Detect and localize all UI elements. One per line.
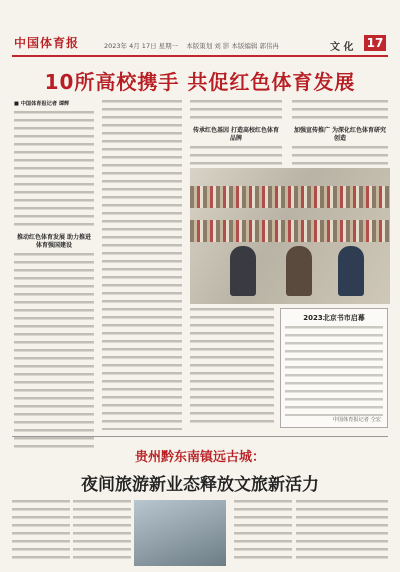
body-text-lines xyxy=(292,100,388,124)
article2-column-4 xyxy=(296,500,388,566)
article2-headline: 夜间旅游新业态释放文旅新活力 xyxy=(81,475,319,495)
article-column-5 xyxy=(190,308,274,432)
caption-title: 2023北京书市启幕 xyxy=(303,314,365,322)
article-column-1 xyxy=(14,100,94,453)
body-text-lines xyxy=(190,308,274,428)
body-text-lines xyxy=(190,146,282,170)
body-text-lines xyxy=(292,146,388,170)
body-text-lines xyxy=(73,500,131,562)
news-photo-night-town xyxy=(134,500,226,566)
article-column-4 xyxy=(292,100,388,170)
article2-column-2 xyxy=(73,500,131,566)
header-divider xyxy=(12,55,388,57)
masthead xyxy=(0,0,400,52)
main-headline: 10所高校携手 共促红色体育发展 xyxy=(44,70,356,94)
date-line xyxy=(104,41,279,50)
caption-text-lines xyxy=(285,326,383,416)
body-text-lines xyxy=(14,253,94,453)
body-text-lines xyxy=(14,111,94,231)
person-figure xyxy=(338,246,364,296)
body-text-lines xyxy=(296,500,388,562)
article2-kicker: 贵州黔东南镇远古城： xyxy=(134,450,265,465)
page-number-badge: 17 xyxy=(364,35,386,51)
subhead-3: 加强宣传推广 为深化红色体育研究创造 xyxy=(293,127,387,142)
article-byline: ■ 中国体育报记者 谭辉 xyxy=(14,101,70,107)
article2-column-3 xyxy=(234,500,292,566)
body-text-lines xyxy=(12,500,70,562)
newspaper-logo: 中国体育报 xyxy=(14,36,80,50)
body-text-lines xyxy=(102,100,182,430)
photo-caption-box xyxy=(280,308,388,428)
article2-column-1 xyxy=(12,500,70,566)
caption-credit: 中国体育报记者 仝宏 xyxy=(332,417,381,423)
article-column-3 xyxy=(190,100,282,170)
date-text: 2023年 4月 17日 星期一 xyxy=(104,42,179,50)
bookshelf-shape xyxy=(190,220,390,242)
editor-text: 本版策划 刘 影 本版编辑 郭伟冉 xyxy=(186,42,279,50)
person-figure xyxy=(286,246,312,296)
subhead-1: 推动红色体育发展 助力推进体育强国建设 xyxy=(16,234,92,249)
section-label: 文 化 xyxy=(330,42,354,53)
article-divider xyxy=(12,436,388,437)
body-text-lines xyxy=(234,500,292,562)
article-column-2 xyxy=(102,100,182,430)
subhead-2: 传承红色基因 打造高校红色体育品牌 xyxy=(192,127,280,142)
bookshelf-shape xyxy=(190,186,390,208)
person-figure xyxy=(230,246,256,296)
body-text-lines xyxy=(190,100,282,124)
news-photo-bookfair xyxy=(190,168,390,304)
